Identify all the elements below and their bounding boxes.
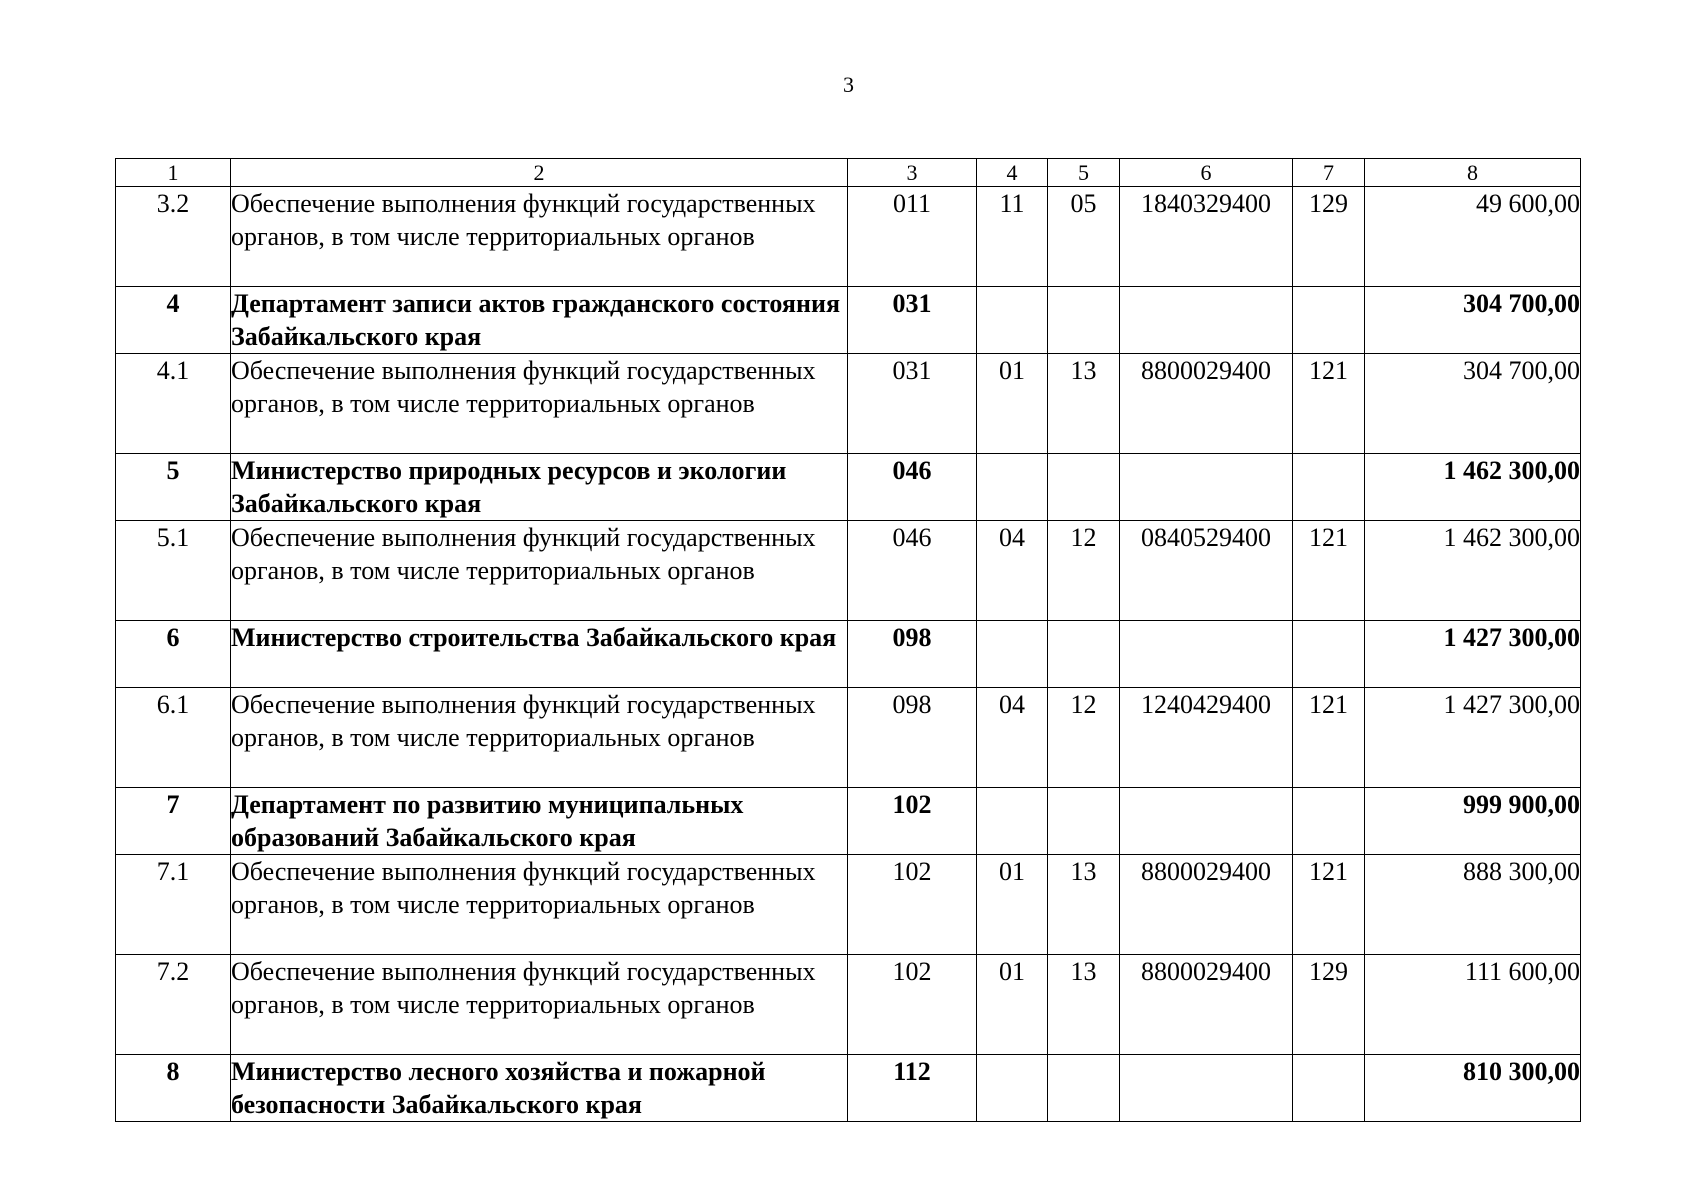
section-code-cell bbox=[977, 287, 1048, 354]
expense-type-cell bbox=[1293, 1055, 1365, 1122]
target-article-cell: 8800029400 bbox=[1120, 955, 1293, 1055]
amount-cell: 1 462 300,00 bbox=[1365, 454, 1581, 521]
recipient-name-cell: Обеспечение выполнения функций государственных органов, в том числе территориальных органов bbox=[231, 187, 848, 287]
expense-type-cell: 121 bbox=[1293, 521, 1365, 621]
amount-cell: 304 700,00 bbox=[1365, 354, 1581, 454]
target-article-cell bbox=[1120, 287, 1293, 354]
column-header: 6 bbox=[1120, 159, 1293, 187]
ministry-code-cell: 098 bbox=[848, 621, 977, 688]
ministry-code-cell: 031 bbox=[848, 287, 977, 354]
target-article-cell: 8800029400 bbox=[1120, 354, 1293, 454]
ministry-code-cell: 011 bbox=[848, 187, 977, 287]
row-number-cell: 8 bbox=[116, 1055, 231, 1122]
subsection-code-cell bbox=[1048, 788, 1120, 855]
subsection-code-cell bbox=[1048, 454, 1120, 521]
amount-cell: 1 427 300,00 bbox=[1365, 688, 1581, 788]
row-number-cell: 5 bbox=[116, 454, 231, 521]
row-number-cell: 7 bbox=[116, 788, 231, 855]
target-article-cell bbox=[1120, 621, 1293, 688]
column-header: 3 bbox=[848, 159, 977, 187]
page-number: 3 bbox=[843, 72, 854, 97]
recipient-name-cell: Министерство лесного хозяйства и пожарной безопасности Забайкальского края bbox=[231, 1055, 848, 1122]
column-header: 2 bbox=[231, 159, 848, 187]
table-row bbox=[116, 855, 1581, 955]
section-code-cell bbox=[977, 788, 1048, 855]
row-number-cell: 6 bbox=[116, 621, 231, 688]
expense-type-cell: 129 bbox=[1293, 955, 1365, 1055]
table-row bbox=[116, 955, 1581, 1055]
table-row bbox=[116, 354, 1581, 454]
ministry-code-cell: 031 bbox=[848, 354, 977, 454]
section-row bbox=[116, 1055, 1581, 1122]
section-code-cell: 04 bbox=[977, 521, 1048, 621]
recipient-name-cell: Министерство природных ресурсов и экологии Забайкальского края bbox=[231, 454, 848, 521]
amount-cell: 304 700,00 bbox=[1365, 287, 1581, 354]
section-row bbox=[116, 621, 1581, 688]
section-code-cell: 01 bbox=[977, 354, 1048, 454]
ministry-code-cell: 102 bbox=[848, 855, 977, 955]
amount-cell: 1 462 300,00 bbox=[1365, 521, 1581, 621]
section-row bbox=[116, 287, 1581, 354]
table-row bbox=[116, 521, 1581, 621]
target-article-cell: 1240429400 bbox=[1120, 688, 1293, 788]
expense-type-cell bbox=[1293, 788, 1365, 855]
expense-type-cell bbox=[1293, 621, 1365, 688]
subsection-code-cell bbox=[1048, 1055, 1120, 1122]
column-header: 8 bbox=[1365, 159, 1581, 187]
row-number-cell: 7.2 bbox=[116, 955, 231, 1055]
ministry-code-cell: 112 bbox=[848, 1055, 977, 1122]
row-number-cell: 4 bbox=[116, 287, 231, 354]
ministry-code-cell: 046 bbox=[848, 454, 977, 521]
section-code-cell: 11 bbox=[977, 187, 1048, 287]
row-number-cell: 5.1 bbox=[116, 521, 231, 621]
subsection-code-cell: 13 bbox=[1048, 354, 1120, 454]
section-code-cell: 04 bbox=[977, 688, 1048, 788]
amount-cell: 49 600,00 bbox=[1365, 187, 1581, 287]
subsection-code-cell: 13 bbox=[1048, 855, 1120, 955]
ministry-code-cell: 098 bbox=[848, 688, 977, 788]
column-header: 1 bbox=[116, 159, 231, 187]
section-code-cell bbox=[977, 454, 1048, 521]
ministry-code-cell: 102 bbox=[848, 788, 977, 855]
column-header: 7 bbox=[1293, 159, 1365, 187]
target-article-cell: 0840529400 bbox=[1120, 521, 1293, 621]
column-number-header-row bbox=[116, 159, 1581, 187]
expense-type-cell: 121 bbox=[1293, 354, 1365, 454]
recipient-name-cell: Департамент по развитию муниципальных образований Забайкальского края bbox=[231, 788, 848, 855]
expense-type-cell: 129 bbox=[1293, 187, 1365, 287]
row-number-cell: 6.1 bbox=[116, 688, 231, 788]
column-header: 4 bbox=[977, 159, 1048, 187]
table-row bbox=[116, 688, 1581, 788]
expense-type-cell bbox=[1293, 454, 1365, 521]
section-code-cell: 01 bbox=[977, 955, 1048, 1055]
target-article-cell bbox=[1120, 1055, 1293, 1122]
amount-cell: 999 900,00 bbox=[1365, 788, 1581, 855]
target-article-cell bbox=[1120, 788, 1293, 855]
subsection-code-cell: 12 bbox=[1048, 688, 1120, 788]
table-body bbox=[116, 187, 1581, 1122]
recipient-name-cell: Обеспечение выполнения функций государственных органов, в том числе территориальных органов bbox=[231, 688, 848, 788]
amount-cell: 1 427 300,00 bbox=[1365, 621, 1581, 688]
section-row bbox=[116, 454, 1581, 521]
section-row bbox=[116, 788, 1581, 855]
recipient-name-cell: Департамент записи актов гражданского состояния Забайкальского края bbox=[231, 287, 848, 354]
subsection-code-cell: 05 bbox=[1048, 187, 1120, 287]
amount-cell: 111 600,00 bbox=[1365, 955, 1581, 1055]
recipient-name-cell: Обеспечение выполнения функций государственных органов, в том числе территориальных органов bbox=[231, 855, 848, 955]
ministry-code-cell: 102 bbox=[848, 955, 977, 1055]
ministry-code-cell: 046 bbox=[848, 521, 977, 621]
section-code-cell bbox=[977, 1055, 1048, 1122]
target-article-cell: 8800029400 bbox=[1120, 855, 1293, 955]
subsection-code-cell: 13 bbox=[1048, 955, 1120, 1055]
recipient-name-cell: Обеспечение выполнения функций государственных органов, в том числе территориальных органов bbox=[231, 955, 848, 1055]
row-number-cell: 4.1 bbox=[116, 354, 231, 454]
section-code-cell: 01 bbox=[977, 855, 1048, 955]
subsection-code-cell: 12 bbox=[1048, 521, 1120, 621]
amount-cell: 888 300,00 bbox=[1365, 855, 1581, 955]
amount-cell: 810 300,00 bbox=[1365, 1055, 1581, 1122]
subsection-code-cell bbox=[1048, 287, 1120, 354]
recipient-name-cell: Обеспечение выполнения функций государственных органов, в том числе территориальных органов bbox=[231, 354, 848, 454]
recipient-name-cell: Министерство строительства Забайкальского края bbox=[231, 621, 848, 688]
recipient-name-cell: Обеспечение выполнения функций государственных органов, в том числе территориальных органов bbox=[231, 521, 848, 621]
subsection-code-cell bbox=[1048, 621, 1120, 688]
target-article-cell: 1840329400 bbox=[1120, 187, 1293, 287]
table-row bbox=[116, 187, 1581, 287]
expense-type-cell: 121 bbox=[1293, 855, 1365, 955]
row-number-cell: 7.1 bbox=[116, 855, 231, 955]
budget-table bbox=[115, 158, 1581, 1122]
target-article-cell bbox=[1120, 454, 1293, 521]
row-number-cell: 3.2 bbox=[116, 187, 231, 287]
expense-type-cell: 121 bbox=[1293, 688, 1365, 788]
section-code-cell bbox=[977, 621, 1048, 688]
column-header: 5 bbox=[1048, 159, 1120, 187]
expense-type-cell bbox=[1293, 287, 1365, 354]
